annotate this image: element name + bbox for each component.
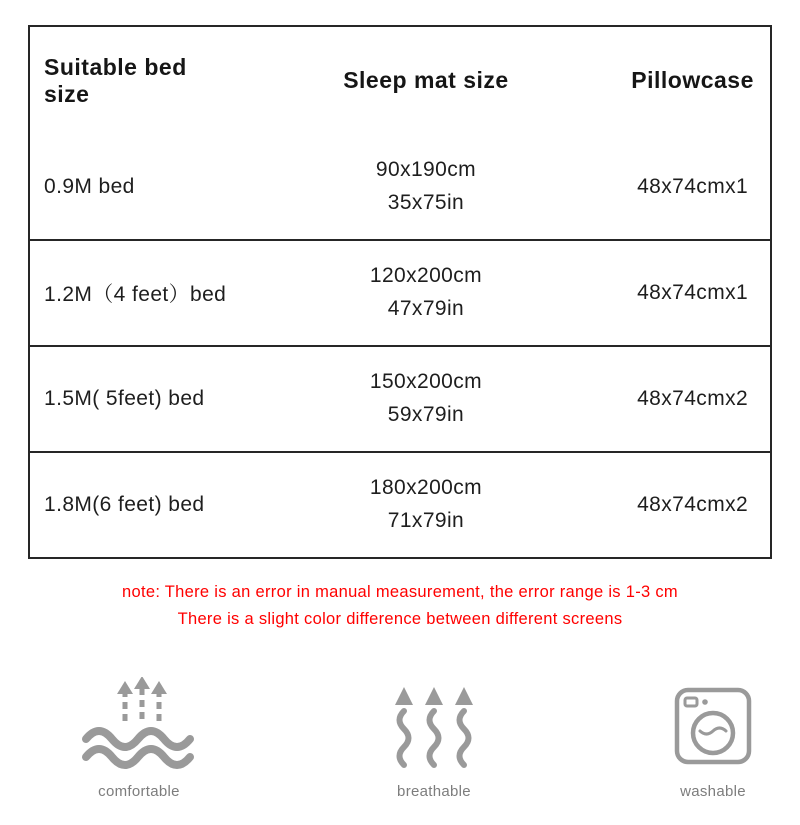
cell-mat-size [237, 452, 615, 558]
cell-pillowcase: 48x74cmx2 [637, 387, 749, 410]
feature-label: washable [680, 783, 746, 801]
cell-bed-size: 1.5M( 5feet) bed [44, 387, 205, 410]
size-chart-page [0, 25, 800, 825]
mat-size-in: 59x79in [387, 403, 465, 426]
header-sleep-mat-size: Sleep mat size [343, 67, 509, 93]
cell-pillowcase: 48x74cmx1 [637, 174, 749, 198]
mat-size-cm: 180x200cm [369, 476, 483, 500]
table-header-row [29, 26, 771, 134]
mat-size-in: 47x79in [387, 297, 465, 320]
header-pillowcase: Pillowcase [631, 67, 754, 93]
header-suitable-bed-size: Suitable bed size [44, 53, 187, 107]
cell-mat-size [237, 346, 615, 452]
cell-bed-size: 0.9M bed [44, 174, 135, 198]
cell-bed-size: 1.2M（4 feet）bed [44, 283, 227, 306]
table-row [29, 346, 771, 452]
cell-bed-size: 1.8M(6 feet) bed [44, 493, 205, 516]
note-line-1: note: There is an error in manual measurement, the error range is 1-3 cm [122, 583, 678, 601]
cell-mat-size [237, 134, 615, 240]
cell-pillowcase: 48x74cmx1 [637, 281, 749, 304]
mat-size-cm: 90x190cm [375, 157, 476, 181]
cell-mat-size [237, 240, 615, 346]
feature-breathable [378, 679, 490, 800]
table-row [29, 452, 771, 558]
feature-row [28, 677, 772, 800]
feature-label: comfortable [98, 783, 180, 801]
mat-size-cm: 150x200cm [369, 370, 483, 394]
mat-size-in: 35x75in [387, 190, 465, 214]
size-table [28, 25, 772, 559]
comfortable-icon [80, 677, 198, 769]
mat-size-cm: 120x200cm [369, 264, 483, 288]
breathable-icon [378, 679, 490, 769]
feature-label: breathable [397, 783, 471, 801]
feature-comfortable [80, 677, 198, 800]
table-row [29, 240, 771, 346]
cell-pillowcase: 48x74cmx2 [637, 493, 749, 516]
feature-washable [670, 683, 756, 800]
measurement-note [0, 579, 800, 633]
table-row [29, 134, 771, 240]
mat-size-in: 71x79in [387, 509, 465, 532]
washable-icon [670, 683, 756, 769]
note-line-2: There is a slight color difference between different screens [177, 610, 623, 629]
